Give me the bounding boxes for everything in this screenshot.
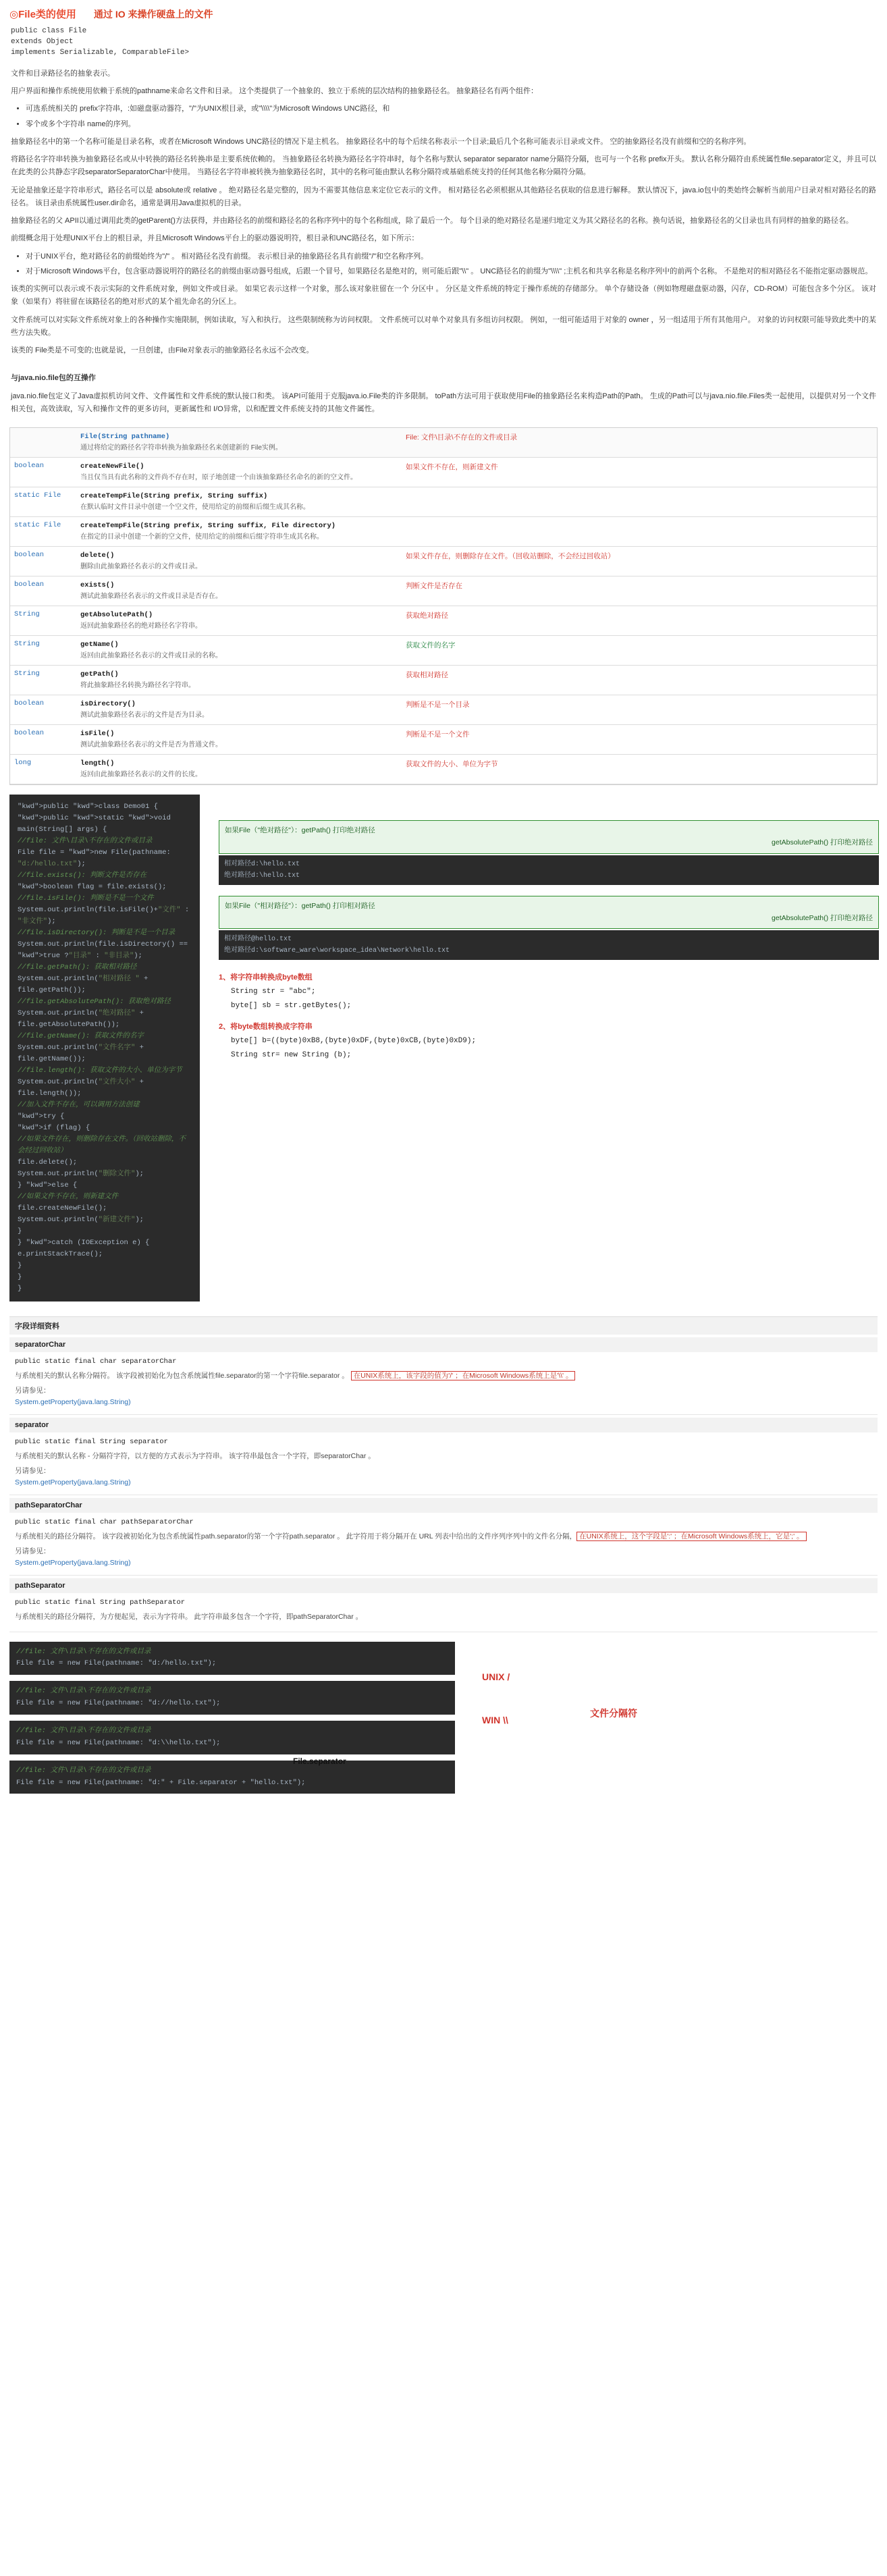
api-table-body <box>10 428 877 784</box>
code-line: //file.isDirectory(): 判断是不是一个目录 <box>18 929 176 938</box>
api-annotation: 判断是不是一个目录 <box>402 695 877 725</box>
table-row <box>10 666 877 695</box>
api-annotation: 判断是不是一个文件 <box>402 725 877 755</box>
table-row-constructor <box>10 428 877 458</box>
separator-examples <box>9 1642 878 1800</box>
api-annotation: 获取相对路径 <box>402 666 877 695</box>
api-method-name[interactable]: createNewFile() <box>80 462 144 471</box>
api-method-description: 测试此抽象路径名表示的文件是否为目录。 <box>80 712 209 720</box>
api-method-description: 删除由此抽象路径名表示的文件或目录。 <box>80 563 202 571</box>
step-1-code-2: byte[] sb = str.getBytes(); <box>231 1002 352 1011</box>
api-annotation: 获取文件的名字 <box>402 636 877 666</box>
table-row <box>10 547 877 576</box>
intro-p9: 该类的 File类是不可变的;也就是说，一旦创建，由File对象表示的抽象路径名永远不会改变。 <box>11 346 314 355</box>
demo-and-callouts <box>0 785 887 1302</box>
code-comment: //file: 文件\目录\不存在的文件或目录 <box>16 1727 151 1735</box>
api-return-type: String <box>10 636 76 666</box>
intro-p0: 文件和目录路径名的抽象表示。 <box>11 69 115 78</box>
code-line: System.out.println(file.isFile()+"文件" : "非文件"); <box>18 906 190 926</box>
field-name: separatorChar <box>9 1337 878 1352</box>
api-method-description: 在指定的目录中创建一个新的空文件，使用给定的前缀和后缀字符串生成其名称。 <box>80 533 323 541</box>
intro-p3: 将路径名字符串转换为抽象路径名或从中转换的路径名转换串是主要系统依赖的。 当抽象路径名转换为路径名字符串时，每个名称与默认 separator separator name分隔符分隔，也可与一个名称 prefix开头。 默认名称分隔符由系统属性file.separator定义，并且可以在此类的公共静态字段separatorSeparatorChar中使用。 当路径名字符串被转换为抽象路径名时，其中的名称可能由默认名称分隔符或基础系统支持的任何其他名称分隔符分隔。 <box>11 155 876 177</box>
api-annotation: 如果文件不存在，则新建文件 <box>402 458 877 487</box>
nio-heading: 与java.nio.file包的互操作 <box>11 374 96 383</box>
table-row <box>10 487 877 517</box>
field-see-also-link[interactable]: System.getProperty(java.lang.String) <box>15 1478 131 1486</box>
callout-absolute-line1: 如果File（"绝对路径"）：getPath() 打印绝对路径 <box>225 826 375 835</box>
code-line: System.out.println(file.isDirectory() == "kwd">true ?"目录" : "非目录"); <box>18 940 188 961</box>
callout-absolute-out2: 绝对路径d:\hello.txt <box>224 871 300 880</box>
field-entry <box>9 1576 878 1632</box>
callout-relative-path <box>219 896 879 930</box>
code-line: System.out.println("新建文件"); <box>18 1216 144 1225</box>
api-return-type: boolean <box>10 725 76 755</box>
code-line: } <box>18 1273 22 1282</box>
callout-relative-out1: 相对路径@hello.txt <box>224 936 292 944</box>
api-method-name[interactable]: getName() <box>80 641 119 649</box>
label-separator-api: File.separator <box>293 1756 346 1766</box>
table-row <box>10 695 877 725</box>
api-method-name[interactable]: getAbsolutePath() <box>80 611 153 620</box>
callout-absolute-out1: 相对路径d:\hello.txt <box>224 860 300 868</box>
field-signature: public static final char separatorChar <box>15 1358 177 1366</box>
api-return-type: static File <box>10 517 76 547</box>
intro-p6: 前缀概念用于处理UNIX平台上的根目录，并且Microsoft Windows平台上的驱动器说明符，根目录和UNC路径名，如下所示： <box>11 234 419 243</box>
api-signature-cell <box>76 487 402 517</box>
code-line: file.createNewFile(); <box>18 1204 107 1213</box>
code-line: System.out.println("绝对路径" + file.getAbsolutePath()); <box>18 1009 144 1029</box>
api-signature-cell <box>76 458 402 487</box>
code-comment: //file: 文件\目录\不存在的文件或目录 <box>16 1687 151 1696</box>
api-return-type: static File <box>10 487 76 517</box>
field-see-also-label: 另请参见： <box>15 1386 51 1395</box>
intro-p5: 抽象路径名的父 APII以通过调用此类的getParent()方法获得，并由路径名的前缀和路径名的名称序列中的每个名称组成，除了最后一个。 每个目录的绝对路径名是递归地定义为其父路径名的名称。换句话说，抽象路径名的父目录也具有同样的抽象的路径名。 <box>11 217 853 225</box>
step-1-code-1: String str = "abc"; <box>231 988 316 996</box>
api-return-type: String <box>10 606 76 636</box>
code-line: //file.isFile(): 判断是不是一个文件 <box>18 894 154 903</box>
field-description: 与系统相关的默认名称分隔符。 该字段被初始化为包含系统属性file.separator的第一个字符file.separator 。 在UNIX系统上，该字段的值为'/' ；在Microsoft Windows系统上是'\\' 。 <box>9 1368 878 1384</box>
table-row <box>10 576 877 606</box>
code-snippet <box>9 1642 455 1675</box>
field-signature: public static final String pathSeparator <box>15 1598 186 1607</box>
constructor-description: 通过将给定的路径名字符串转换为抽象路径名来创建新的 File实例。 <box>80 444 282 452</box>
api-method-name[interactable]: createTempFile(String prefix, String suffix, File directory) <box>80 522 336 531</box>
class-decl-line-3: implements Serializable, ComparableFile> <box>11 48 190 57</box>
code-line: File file = new File(pathname: "d:" + File.separator + "hello.txt"); <box>16 1778 306 1787</box>
api-signature-cell <box>76 666 402 695</box>
table-row <box>10 606 877 636</box>
code-line: e.printStackTrace(); <box>18 1250 103 1259</box>
api-method-name[interactable]: isFile() <box>80 730 115 739</box>
intro-p8: 文件系统可以对实际文件系统对象上的各种操作实施限制，例如读取，写入和执行。 这些限制统称为访问权限。 文件系统可以对单个对象具有多组访问权限。 例如，一组可能适用于对象的 owner ，另一组适用于所有其他用户。 对象的访问权限可能导致此类中的某些方法失败。 <box>11 315 876 337</box>
callout-absolute-output <box>219 855 879 885</box>
table-row <box>10 725 877 755</box>
nio-section <box>0 363 887 422</box>
intro-bullet-3: • 对于UNIX平台，绝对路径名的前缀始终为"/" 。 相对路径名没有前缀。 表示根目录的抽象路径名具有前缀"/"和空名称序列。 <box>26 250 876 263</box>
api-signature-cell <box>76 695 402 725</box>
callout-relative-line1: 如果File（"相对路径"）：getPath() 打印相对路径 <box>225 901 375 910</box>
callout-relative-out2: 绝对路径d:\software_ware\workspace_idea\Network\hello.txt <box>224 947 450 955</box>
field-see-also-label: 另请参见： <box>15 1466 51 1475</box>
code-line: //如果文件不存在，则新建文件 <box>18 1193 119 1202</box>
code-line: } <box>18 1285 22 1293</box>
field-see-also <box>9 1477 878 1488</box>
api-table <box>9 427 878 785</box>
code-line: File file = new File(pathname: "d://hello.txt"); <box>16 1699 221 1708</box>
field-see-also <box>9 1397 878 1407</box>
intro-bullet-1: • 可选系统相关的 prefix字符串，:如磁盘驱动器符，"/"为UNIX根目录，或"\\\\"为Microsoft Windows UNC路径，和 <box>26 103 876 115</box>
callout-absolute-line2: getAbsolutePath() 打印绝对路径 <box>772 838 873 847</box>
separator-annotations <box>293 1642 878 1800</box>
step-1-title: 1、将字符串转换成byte数组 <box>219 973 313 982</box>
field-entry <box>9 1415 878 1495</box>
intro-p7: 该类的实例可以表示或不表示实际的文件系统对象，例如文件或目录。 如果它表示这样一个对象，那么该对象驻留在一个 分区中 。 分区是文件系统的特定于操作系统的存储部分。 单个存储设备（例如物理磁盘驱动器，闪存，CD-ROM）可能包含多个分区。 该对象（如果有）将驻留在该路径名的绝对形式的某个祖先命名的分区上。 <box>11 285 876 306</box>
nio-text: java.nio.file包定义了Java虚拟机访问文件、文件属性和文件系统的默认接口和类。 该API可能用于克服java.io.File类的许多限制。 toPath方法可用于获取使用File的抽象路径名来构造Path的Path。 生成的Path可以与java.nio.file.Files类一起使用，以提供对另一个文件相关包，高效读取，写入和操作文件的更多访问，更新属性和 I/O异常，以和配置文件系统支持的其他文件属性。 <box>11 392 876 413</box>
intro-bullets-1 <box>11 103 876 131</box>
code-line: System.out.println("删除文件"); <box>18 1170 144 1179</box>
code-line: "kwd">boolean flag = file.exists(); <box>18 883 167 892</box>
code-line: System.out.println("文件大小" + file.length()); <box>18 1078 144 1098</box>
code-line: System.out.println("文件名字" + file.getName()); <box>18 1044 144 1064</box>
code-line: //file.exists(): 判断文件是否存在 <box>18 871 147 880</box>
field-entry <box>9 1335 878 1415</box>
code-line: } "kwd">else { <box>18 1181 78 1190</box>
field-highlight: 在UNIX系统上，这个字段是':' ；在Microsoft Windows系统上，它是';' 。 <box>576 1532 806 1541</box>
step-2-title: 2、将byte数组转换成字符串 <box>219 1023 313 1031</box>
label-win: WIN \\ <box>482 1714 508 1725</box>
api-return-type: boolean <box>10 547 76 576</box>
intro-p4: 无论是抽象还是字符串形式，路径名可以是 absolute或 relative 。 绝对路径名是完整的，因为不需要其他信息来定位它表示的文件。 相对路径名必须根据从其他路径名获取的信息进行解释。 默认情况下，java.io包中的类始终会解析当前用户目录对相对路径名的路径名。 该目录由系统属性user.dir命名，通常是调用Java虚拟机的目录。 <box>11 186 876 207</box>
api-signature-cell <box>76 576 402 606</box>
code-line: "kwd">public "kwd">static "kwd">void main(String[] args) { <box>18 814 171 834</box>
field-name: pathSeparator <box>9 1578 878 1593</box>
step-2-code-2: String str= new String (b); <box>231 1050 352 1059</box>
code-line: File file = new File(pathname: "d:/hello.txt"); <box>16 1659 217 1668</box>
api-method-name[interactable]: length() <box>80 759 115 768</box>
page-title <box>0 0 887 24</box>
class-decl-line-1: public class File <box>11 27 87 35</box>
api-return-type: long <box>10 755 76 784</box>
api-annotation <box>402 487 877 517</box>
api-return-type: boolean <box>10 458 76 487</box>
api-signature-cell <box>76 547 402 576</box>
table-row <box>10 636 877 666</box>
field-signature: public static final char pathSeparatorChar <box>15 1518 194 1526</box>
code-line: System.out.println("相对路径 " + file.getPath()); <box>18 975 149 995</box>
field-highlight: 在UNIX系统上，该字段的值为'/' ；在Microsoft Windows系统上是'\\' 。 <box>351 1371 576 1380</box>
table-row <box>10 458 877 487</box>
api-method-description: 在默认临时文件目录中创建一个空文件，使用给定的前缀和后缀生成其名称。 <box>80 504 310 512</box>
page-title-main: ◎File类的使用 <box>9 9 76 20</box>
intro-section <box>0 59 887 364</box>
api-annotation: 获取绝对路径 <box>402 606 877 636</box>
step-2-code-1: byte[] b=((byte)0xB8,(byte)0xDF,(byte)0xCB,(byte)0xD9); <box>231 1037 477 1045</box>
separator-snippet-column <box>9 1642 455 1800</box>
api-annotation <box>402 517 877 547</box>
field-description: 与系统相关的默认名称 - 分隔符字符，以方便的方式表示为字符串。 该字符串最包含一个字符，即separatorChar 。 <box>15 1451 375 1460</box>
api-signature-cell <box>76 606 402 636</box>
code-line: //file.getName(): 获取文件的名字 <box>18 1032 144 1041</box>
code-snippet <box>9 1681 455 1715</box>
field-name: pathSeparatorChar <box>9 1498 878 1513</box>
field-entry <box>9 1495 878 1576</box>
field-see-also-label: 另请参见： <box>15 1547 51 1555</box>
api-signature-cell <box>76 636 402 666</box>
callout-relative-line2: getAbsolutePath() 打印绝对路径 <box>772 913 873 922</box>
code-comment: //file: 文件\目录\不存在的文件或目录 <box>16 1647 151 1656</box>
api-method-description: 测试此抽象路径名表示的文件或目录是否存在。 <box>80 593 222 601</box>
code-line: File file = new File(pathname: "d:\\hello.txt"); <box>16 1738 221 1747</box>
demo-code-block <box>9 795 200 1302</box>
api-method-description: 返回由此抽象路径名表示的文件或目录的名称。 <box>80 652 222 660</box>
constructor-signature: File(String pathname) <box>80 433 170 441</box>
code-line: //file.getPath(): 获取相对路径 <box>18 963 137 972</box>
intro-bullets-2 <box>11 250 876 279</box>
field-description: 与系统相关的路径分隔符，为方便起见，表示为字符串。 此字符串最多包含一个字符，即pathSeparatorChar 。 <box>15 1612 363 1621</box>
api-method-name[interactable]: exists() <box>80 581 115 590</box>
api-method-description: 返回此抽象路径名的绝对路径名字符串。 <box>80 622 202 630</box>
field-see-also-link[interactable]: System.getProperty(java.lang.String) <box>15 1397 131 1406</box>
constructor-note: File: 文件\目录\不存在的文件或目录 <box>402 428 877 458</box>
field-name: separator <box>9 1418 878 1432</box>
label-file-separator: 文件分隔符 <box>590 1707 637 1719</box>
callout-absolute-path <box>219 820 879 854</box>
api-annotation: 判断文件是否存在 <box>402 576 877 606</box>
api-method-name[interactable]: isDirectory() <box>80 700 136 709</box>
api-signature-cell <box>76 755 402 784</box>
code-snippet <box>9 1761 455 1794</box>
code-line: //file.length(): 获取文件的大小、单位为字节 <box>18 1067 182 1075</box>
class-decl-line-2: extends Object <box>11 37 74 46</box>
intro-bullet-2: • 零个或多个字符串 name的序列。 <box>26 118 876 131</box>
code-line: //file: 文件\目录\不存在的文件或目录 <box>18 837 153 846</box>
field-list <box>9 1335 878 1632</box>
field-description: 与系统相关的路径分隔符。 该字段被初始化为包含系统属性path.separator的第一个字符path.separator 。 此字符用于将分隔开在 URL 列表中给出的文件序列序列中的文件名分隔， 在UNIX系统上，这个字段是':' ；在Microsoft Windows系统上，它是';' 。 <box>9 1529 878 1545</box>
code-line: //加入文件不存在，可以调用方法创建 <box>18 1101 140 1110</box>
code-line: file.delete(); <box>18 1158 78 1167</box>
api-return-type: String <box>10 666 76 695</box>
code-line: File file = "kwd">new File(pathname: "d:/hello.txt"); <box>18 849 171 869</box>
code-line: } <box>18 1227 22 1236</box>
code-line: "kwd">if (flag) { <box>18 1124 90 1133</box>
code-snippet <box>9 1721 455 1754</box>
intro-bullet-4: • 对于Microsoft Windows平台，包含驱动器说明符的路径名的前缀由驱动器号组成，后跟一个冒号，如果路径名是绝对的，则可能后跟"\\" 。 UNC路径名的前缀为"\\\\" ;主机名和共享名称是名称序列中的前两个名称。 不是绝对的相对路径名不能指定驱动器规范。 <box>26 265 876 278</box>
table-row <box>10 517 877 547</box>
field-see-also <box>9 1557 878 1568</box>
class-declaration <box>0 24 887 59</box>
code-line: //如果文件存在，则删除存在文件。（回收站删除，不会经过回收站） <box>18 1135 186 1156</box>
field-signature: public static final String separator <box>15 1437 168 1446</box>
code-line: } <box>18 1262 22 1270</box>
api-method-name[interactable]: delete() <box>80 552 115 560</box>
api-method-description: 返回由此抽象路径名表示的文件的长度。 <box>80 771 202 779</box>
intro-p1: 用户界面和操作系统使用依赖于系统的pathname来命名文件和目录。 这个类提供了一个抽象的、独立于系统的层次结构的抽象路径名。 抽象路径名有两个组件： <box>11 87 539 96</box>
label-unix: UNIX / <box>482 1671 510 1682</box>
api-return-type: boolean <box>10 695 76 725</box>
api-signature-cell <box>76 517 402 547</box>
code-line: } "kwd">catch (IOException e) { <box>18 1239 150 1247</box>
code-comment: //file: 文件\目录\不存在的文件或目录 <box>16 1766 151 1775</box>
callout-relative-output <box>219 930 879 960</box>
api-method-description: 测试此抽象路径名表示的文件是否为普通文件。 <box>80 741 222 749</box>
api-method-description: 当且仅当具有此名称的文件尚不存在时，原子地创建一个由该抽象路径名命名的新的空文件。 <box>80 474 357 482</box>
code-line: //file.getAbsolutePath(): 获取绝对路径 <box>18 998 171 1007</box>
code-line: "kwd">public "kwd">class Demo01 { <box>18 803 158 811</box>
api-method-description: 将此抽象路径名转换为路径名字符串。 <box>80 682 195 690</box>
api-annotation: 如果文件存在，则删除存在文件。（回收站删除，不会经过回收站） <box>402 547 877 576</box>
field-detail-section <box>9 1316 878 1632</box>
callout-column <box>209 785 887 1063</box>
api-method-name[interactable]: getPath() <box>80 670 119 679</box>
page-title-sub: 通过 IO 来操作硬盘上的文件 <box>93 9 213 20</box>
intro-p2: 抽象路径名中的第一个名称可能是目录名称，或者在Microsoft Windows UNC路径的情况下是主机名。 抽象路径名中的每个后续名称表示一个目录;最后几个名称可能表示目录或文件。 空的抽象路径名没有前缀和空的名称序列。 <box>11 137 751 146</box>
code-line: "kwd">try { <box>18 1112 65 1121</box>
api-return-type: boolean <box>10 576 76 606</box>
field-detail-heading: 字段详细资料 <box>9 1317 878 1335</box>
api-method-name[interactable]: createTempFile(String prefix, String suffix) <box>80 492 268 501</box>
table-row <box>10 755 877 784</box>
conversion-steps <box>219 971 879 1062</box>
field-see-also-link[interactable]: System.getProperty(java.lang.String) <box>15 1558 131 1567</box>
api-signature-cell <box>76 725 402 755</box>
api-annotation: 获取文件的大小、单位为字节 <box>402 755 877 784</box>
